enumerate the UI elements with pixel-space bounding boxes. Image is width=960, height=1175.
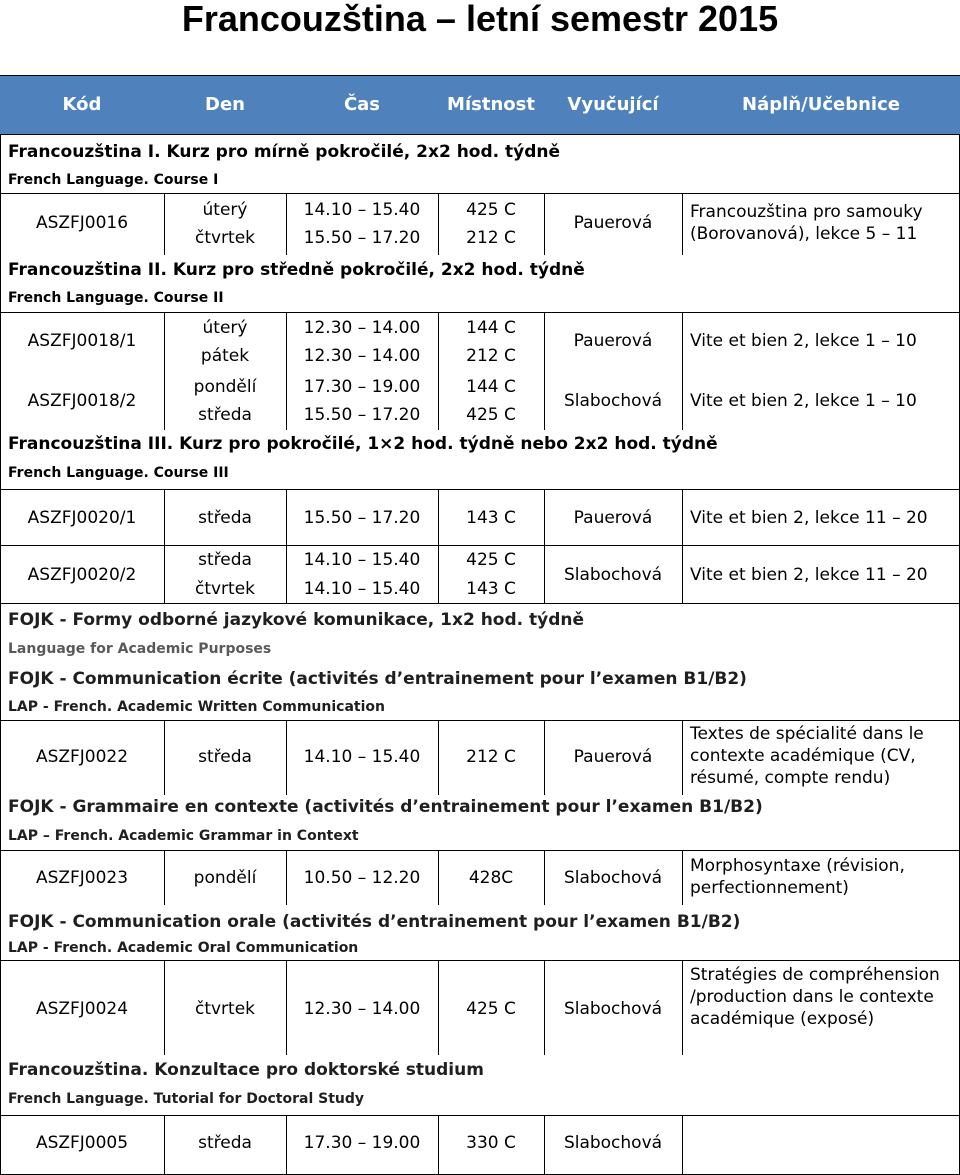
course-teacher: Slabochová [563,565,663,585]
course-day: čtvrtek [194,579,256,599]
section-heading: Francouzština II. Kurz pro středně pokročilé, 2x2 hod. týdně [8,260,585,280]
course-content: Stratégies de compréhension /production dans le contexte académique (exposé) [690,965,940,1029]
course-content: Vite et bien 2, lekce 1 – 10 [690,331,917,351]
course-time: 10.50 – 12.20 [303,868,421,888]
course-time: 15.50 – 17.20 [303,405,421,425]
course-day: úterý [202,200,248,220]
course-code: ASZFJ0024 [35,999,129,1019]
section-subtitle: French Language. Tutorial for Doctoral Study [8,1091,365,1107]
course-teacher: Pauerová [573,747,653,767]
course-teacher: Pauerová [573,213,653,233]
course-day: čtvrtek [194,228,256,248]
course-room: 330 C [466,1133,516,1153]
course-teacher: Slabochová [563,999,663,1019]
course-teacher: Pauerová [573,331,653,351]
course-time: 17.30 – 19.00 [303,1133,421,1153]
section-subtitle: LAP - French. Academic Written Communication [8,699,385,715]
course-room: 212 C [466,346,516,366]
course-room: 425 C [466,999,516,1019]
section-subtitle: LAP – French. Academic Grammar in Context [8,828,359,844]
course-time: 12.30 – 14.00 [303,999,421,1019]
course-code: ASZFJ0020/2 [27,565,137,585]
section-subtitle: Language for Academic Purposes [8,641,272,657]
course-time: 15.50 – 17.20 [303,228,421,248]
course-content: Textes de spécialité dans le contexte académique (CV, résumé, compte rendu) [690,724,924,788]
course-code: ASZFJ0020/1 [27,508,137,528]
course-content: Francouzština pro samouky (Borovanová), lekce 5 – 11 [690,202,923,244]
course-day: pátek [200,346,250,366]
course-time: 14.10 – 15.40 [303,550,421,570]
header-napln: Náplň/Učebnice [742,94,900,115]
course-code: ASZFJ0018/2 [27,391,137,411]
course-room: 428C [468,868,514,888]
course-room: 144 C [466,318,516,338]
table-header [0,76,960,134]
header-mistnost: Místnost [447,94,535,115]
course-room: 212 C [466,747,516,767]
course-content: Vite et bien 2, lekce 11 – 20 [690,565,928,585]
section-heading: FOJK - Grammaire en contexte (activités d’entrainement pour l’examen B1/B2) [8,797,763,817]
course-teacher: Slabochová [563,391,663,411]
section-subtitle: French Language. Course II [8,290,224,306]
course-room: 425 C [466,405,516,425]
course-day: úterý [202,318,248,338]
course-day: středa [198,1133,252,1153]
course-code: ASZFJ0016 [35,213,129,233]
course-content: Vite et bien 2, lekce 11 – 20 [690,508,928,528]
section-heading: FOJK - Communication écrite (activités d’entrainement pour l’examen B1/B2) [8,669,747,689]
course-room: 212 C [466,228,516,248]
section-heading: Francouzština I. Kurz pro mírně pokročilé, 2x2 hod. týdně [8,142,561,162]
course-time: 14.10 – 15.40 [303,200,421,220]
course-content: Vite et bien 2, lekce 1 – 10 [690,391,917,411]
course-day: pondělí [193,868,257,888]
course-time: 12.30 – 14.00 [303,346,421,366]
course-day: středa [198,747,252,767]
course-day: středa [198,550,252,570]
course-teacher: Slabochová [563,1133,663,1153]
course-content: Morphosyntaxe (révision, perfectionnement) [690,856,905,898]
header-vyucujici: Vyučující [567,94,659,115]
course-time: 14.10 – 15.40 [303,579,421,599]
section-subtitle: French Language. Course I [8,172,219,188]
course-time: 14.10 – 15.40 [303,747,421,767]
course-code: ASZFJ0023 [35,868,129,888]
course-teacher: Slabochová [563,868,663,888]
page-title: Francouzština – letní semestr 2015 [181,0,779,39]
course-room: 143 C [466,508,516,528]
header-cas: Čas [343,94,381,115]
course-room: 144 C [466,377,516,397]
course-room: 143 C [466,579,516,599]
section-heading: FOJK - Formy odborné jazykové komunikace, 1x2 hod. týdně [8,610,585,630]
section-subtitle: French Language. Course III [8,465,229,481]
section-heading: FOJK - Communication orale (activités d’entrainement pour l’examen B1/B2) [8,912,741,932]
course-day: středa [198,508,252,528]
course-code: ASZFJ0005 [35,1133,129,1153]
course-time: 15.50 – 17.20 [303,508,421,528]
course-room: 425 C [466,200,516,220]
course-time: 12.30 – 14.00 [303,318,421,338]
header-kod: Kód [62,94,102,115]
section-subtitle: LAP - French. Academic Oral Communication [8,940,359,956]
course-day: pondělí [193,377,257,397]
course-teacher: Pauerová [573,508,653,528]
course-time: 17.30 – 19.00 [303,377,421,397]
section-heading: Francouzština. Konzultace pro doktorské studium [8,1060,484,1080]
section-heading: Francouzština III. Kurz pro pokročilé, 1×2 hod. týdně nebo 2x2 hod. týdně [8,434,718,454]
course-code: ASZFJ0018/1 [27,331,137,351]
course-room: 425 C [466,550,516,570]
course-day: středa [198,405,252,425]
course-day: čtvrtek [194,999,256,1019]
course-code: ASZFJ0022 [35,747,129,767]
header-den: Den [205,94,245,115]
